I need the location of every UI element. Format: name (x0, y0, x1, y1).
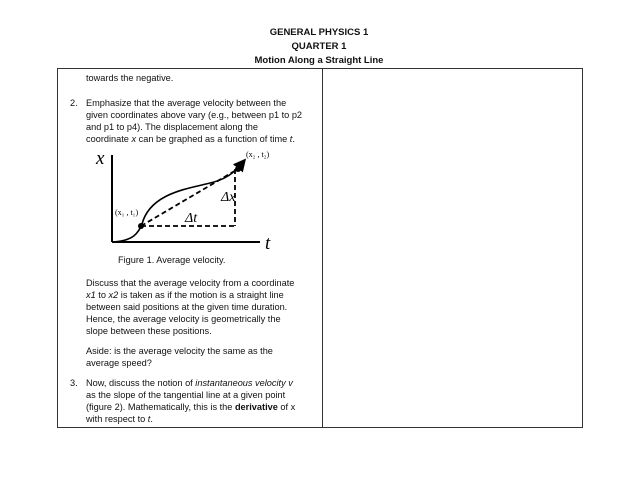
item2-number: 2. (70, 98, 78, 108)
doc-topic: Motion Along a Straight Line (254, 55, 384, 66)
column-divider (322, 69, 323, 427)
lesson-table (57, 68, 583, 428)
average-velocity-figure (88, 149, 318, 253)
figure-caption: Figure 1. Average velocity. (118, 255, 226, 265)
item3-line3: (figure 2). Mathematically, this is the derivative of x (86, 402, 296, 412)
item3-number: 3. (70, 378, 78, 388)
item2-line2: given coordinates above vary (e.g., between p1 to p2 (86, 110, 303, 120)
delta-x-label: Δx (221, 190, 236, 205)
para1-line3: between said positions at the given time duration. (86, 302, 288, 312)
item3-line2: as the slope of the tangential line at a given point (86, 390, 286, 400)
item3-line1: Now, discuss the notion of instantaneous velocity v (86, 378, 293, 388)
para1-line1: Discuss that the average velocity from a coordinate (86, 278, 295, 288)
item3-line4: with respect to t. (86, 414, 153, 424)
carry-line: towards the negative. (86, 73, 174, 83)
aside-line1: Aside: is the average velocity the same as the (86, 346, 273, 356)
para1-line4: Hence, the average velocity is geometrically the (86, 314, 281, 324)
para1-line2: x1 to x2 is taken as if the motion is a straight line (86, 290, 284, 300)
p2-coordinate-label: (x₂ , t₂) (246, 150, 270, 159)
item2-line1: Emphasize that the average velocity between the (86, 98, 287, 108)
delta-t-label: Δt (185, 211, 198, 226)
item2-line3: and p1 to p4). The displacement along the (86, 122, 258, 132)
x-axis-label: x (96, 149, 105, 169)
aside-line2: average speed? (86, 358, 152, 368)
point-p1 (138, 223, 144, 229)
p1-coordinate-label: (x₁ , t₁) (115, 208, 139, 217)
para1-line5: slope between these positions. (86, 326, 212, 336)
doc-quarter: QUARTER 1 (291, 41, 347, 52)
doc-title: GENERAL PHYSICS 1 (269, 27, 369, 38)
item2-line4: coordinate x can be graphed as a function of time t. (86, 134, 295, 144)
t-axis-label: t (265, 233, 271, 253)
point-p2 (235, 166, 241, 172)
